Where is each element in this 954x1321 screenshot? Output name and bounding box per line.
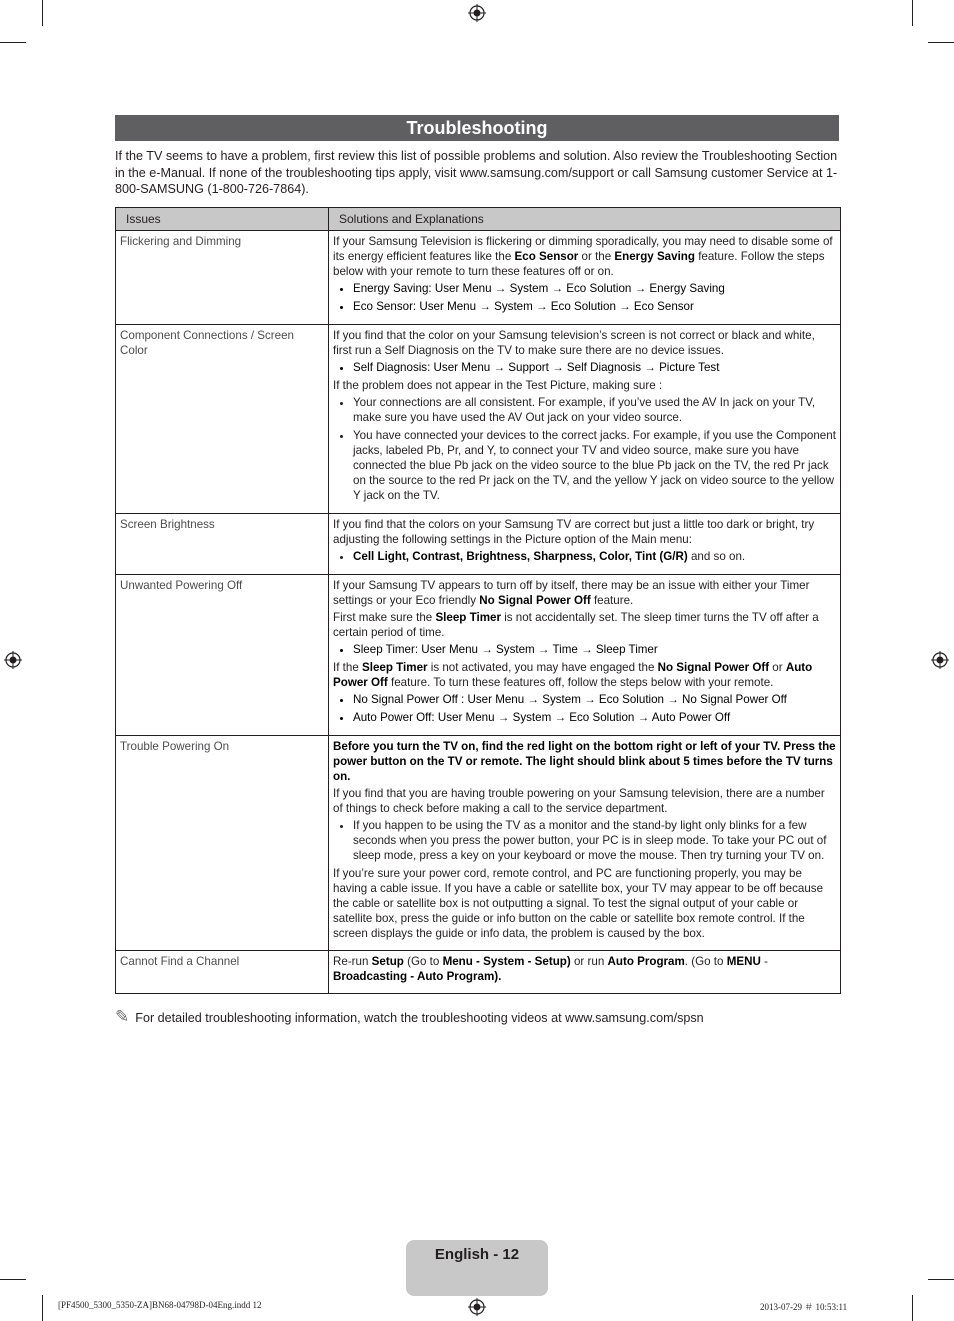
crop-mark	[0, 1279, 26, 1280]
crop-mark	[912, 1295, 913, 1321]
table-row	[116, 575, 841, 736]
crop-mark	[928, 1279, 954, 1280]
table-header-row	[116, 208, 841, 231]
solution-cell	[329, 325, 841, 514]
list-item	[353, 549, 836, 564]
solution-paragraph	[333, 954, 836, 984]
solution-cell	[329, 736, 841, 951]
crop-mark	[0, 42, 26, 43]
text-bold: Setup	[371, 955, 404, 968]
column-header-issues: Issues	[116, 208, 329, 231]
registration-mark-icon	[468, 1298, 486, 1316]
issue-cell: Unwanted Powering Off	[116, 575, 329, 736]
text-bold: Before you turn the TV on, find the red light on the bottom right or left of your TV. Press the power button on the TV or remote. The light should blink about 5 times before the TV turns on.	[333, 740, 836, 783]
solution-paragraph: If you find that the color on your Samsung television’s screen is not correct or black and white, first run a Self Diagnosis on the TV to make sure there are no device issues.	[333, 329, 815, 357]
crop-mark	[912, 0, 913, 26]
list-item: • Self Diagnosis: User Menu → Support → Self Diagnosis → Picture Test	[353, 360, 836, 375]
text-bold: Cell Light, Contrast, Brightness, Sharpness, Color, Tint (G/R)	[353, 550, 688, 563]
list-item: • Auto Power Off: User Menu → System → Eco Solution → Auto Power Off	[353, 710, 836, 725]
solution-cell	[329, 231, 841, 325]
issue-cell: Cannot Find a Channel	[116, 951, 329, 994]
solution-paragraph: If the problem does not appear in the Test Picture, making sure :	[333, 379, 663, 392]
solution-paragraph: If you’re sure your power cord, remote control, and PC are functioning properly, you may be having a cable issue. If you have a cable or satellite box, your TV may appear to be off because the cable or satellite box is not outputting a signal. To test the signal output of your cable or satellite box, press the guide or info button on the cable or satellite box remote control. If the screen displays the guide or info data, the problem is caused by the box.	[333, 867, 824, 940]
text-bold: Energy Saving	[614, 250, 695, 263]
list-item: • Sleep Timer: User Menu → System → Time → Sleep Timer	[353, 642, 836, 657]
solution-paragraph	[333, 234, 836, 279]
text-span: is not accidentally set. The sleep timer turns the TV off after a certain period of time.	[333, 611, 819, 639]
bullet-list	[333, 692, 836, 725]
bullet-list	[333, 281, 836, 314]
table-row	[116, 951, 841, 994]
table-row	[116, 325, 841, 514]
solution-paragraph	[333, 660, 836, 690]
footer-timestamp: 2013-07-29 ＃ 10:53:11	[760, 1302, 848, 1312]
solution-paragraph	[333, 739, 836, 784]
bullet-list	[333, 360, 836, 375]
solution-paragraph	[333, 610, 836, 640]
text-span: . (Go to	[684, 955, 727, 968]
issue-cell: Component Connections / Screen Color	[116, 325, 329, 514]
solution-paragraph	[333, 578, 836, 608]
bullet-list	[333, 818, 836, 863]
list-item: • Your connections are all consistent. For example, if you’ve used the AV In jack on your TV, make sure you have used the AV Out jack on your video source.	[353, 395, 836, 425]
text-span: -	[760, 955, 768, 968]
page-label: English - 12	[434, 1246, 520, 1263]
text-span: feature. Follow the steps below with your remote to turn these features off or on.	[333, 250, 825, 278]
text-span: (Go to	[403, 955, 443, 968]
text-span: If the	[333, 661, 363, 674]
text-bold: Auto Power Off	[333, 661, 813, 689]
intro-paragraph: If the TV seems to have a problem, first review this list of possible problems and solution. Also review the Troubleshooting Section in the e-Manual. If none of the troubleshooting tips apply, visit www.samsung.com/support or call Samsung customer Service at 1-800-SAMSUNG (1-800-726-7864).	[115, 149, 838, 196]
table-row	[116, 514, 841, 575]
issue-cell: Trouble Powering On	[116, 736, 329, 951]
footer-filename: [PF4500_5300_5350-ZA]BN68-04798D-04Eng.indd 12	[58, 1300, 262, 1310]
text-bold: No Signal Power Off	[479, 594, 591, 607]
note-line	[115, 1008, 839, 1027]
solution-cell	[329, 514, 841, 575]
solution-paragraph: If you find that the colors on your Samsung TV are correct but just a little too dark or bright, try adjusting the following settings in the Picture option of the Main menu:	[333, 518, 815, 546]
column-header-solutions: Solutions and Explanations	[329, 208, 841, 231]
text-bold: Sleep Timer	[362, 661, 428, 674]
list-item: • Eco Sensor: User Menu → System → Eco Solution → Eco Sensor	[353, 299, 836, 314]
text-span: Re-run	[333, 955, 372, 968]
bullet-list	[333, 642, 836, 657]
text-span: If your Samsung TV appears to turn off by itself, there may be an issue with either your Timer settings or your Eco friendly	[333, 579, 810, 607]
text-span: feature. To turn these features off, follow the steps below with your remote.	[387, 676, 774, 689]
crop-mark	[928, 42, 954, 43]
list-item: • No Signal Power Off : User Menu → System → Eco Solution → No Signal Power Off	[353, 692, 836, 707]
text-span: and so on.	[687, 550, 746, 563]
page-title: Troubleshooting	[115, 115, 839, 141]
text-bold: Auto Program	[607, 955, 685, 968]
text-span: feature.	[590, 594, 634, 607]
note-pencil-icon: ✎	[115, 1007, 130, 1026]
page-number-tab	[406, 1240, 548, 1296]
crop-mark	[42, 0, 43, 26]
text-span: or	[769, 661, 786, 674]
text-span: or run	[570, 955, 608, 968]
table-row	[116, 736, 841, 951]
text-span: First make sure the	[333, 611, 436, 624]
troubleshooting-table	[115, 207, 841, 994]
bullet-list	[333, 395, 836, 503]
text-bold: MENU	[726, 955, 761, 968]
text-span: If your Samsung Television is flickering or dimming sporadically, you may need to disable some of its energy efficient features like the	[333, 235, 833, 263]
list-item: • Energy Saving: User Menu → System → Eco Solution → Energy Saving	[353, 281, 836, 296]
text-bold: Sleep Timer	[435, 611, 501, 624]
list-item: • If you happen to be using the TV as a monitor and the stand-by light only blinks for a few seconds when you press the power button, your PC is in sleep mode. To take your PC out of sleep mode, press a key on your keyboard or move the mouse. Then try turning your TV on.	[353, 818, 836, 863]
text-bold: No Signal Power Off	[657, 661, 770, 674]
table-row	[116, 231, 841, 325]
text-bold: Eco Sensor	[514, 250, 579, 263]
text-span: or the	[578, 250, 615, 263]
crop-mark	[42, 1295, 43, 1321]
list-item: • You have connected your devices to the correct jacks. For example, if you use the Component jacks, labeled Pb, Pr, and Y, to connect your TV and video source, make sure you have connected the blue Pb jack on the video source to the blue Pb jack on the TV, the red Pr jack on the source to the red Pr jack on the TV, and the yellow Y jack on video source to the yellow Y jack on the TV.	[353, 428, 836, 503]
note-text: For detailed troubleshooting information, watch the troubleshooting videos at www.samsung.com/spsn	[135, 1011, 704, 1025]
issue-cell: Flickering and Dimming	[116, 231, 329, 325]
bullet-list	[333, 549, 836, 564]
registration-mark-icon	[931, 651, 949, 669]
text-bold: Menu - System - Setup)	[442, 955, 571, 968]
issue-cell: Screen Brightness	[116, 514, 329, 575]
text-span: is not activated, you may have engaged the	[427, 661, 658, 674]
registration-mark-icon	[468, 4, 486, 22]
solution-cell	[329, 951, 841, 994]
registration-mark-icon	[4, 651, 22, 669]
solution-cell	[329, 575, 841, 736]
text-bold: Broadcasting - Auto Program).	[333, 970, 502, 983]
solution-paragraph: If you find that you are having trouble powering on your Samsung television, there are a number of things to check before making a call to the service department.	[333, 787, 825, 815]
